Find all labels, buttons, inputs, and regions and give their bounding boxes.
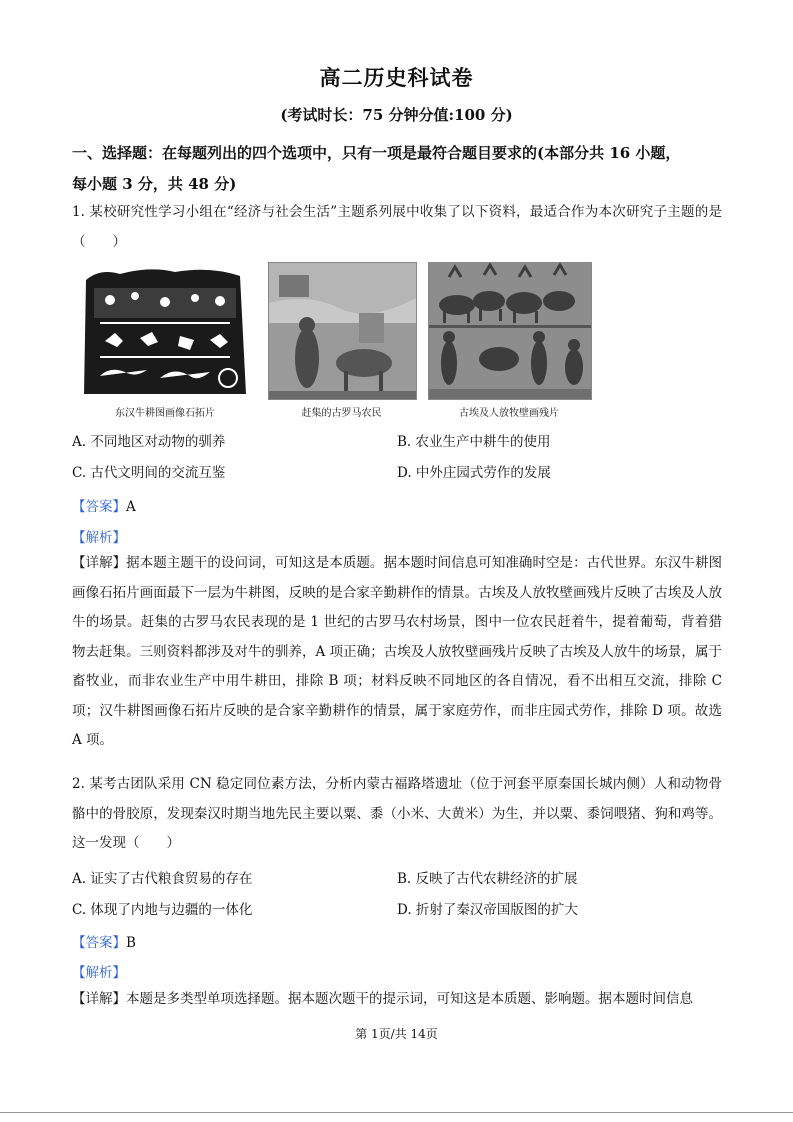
q2-answer-label: 【答案】 <box>72 935 126 951</box>
q1-option-d[interactable]: D. 中外庄园式劳作的发展 <box>397 465 551 481</box>
q1-detail <box>72 549 722 756</box>
q1-option-a[interactable]: A. 不同地区对动物的驯养 <box>72 434 226 450</box>
exam-info: (考试时长：75 分钟分值:100 分) <box>280 106 513 124</box>
q2-option-b[interactable]: B. 反映了古代农耕经济的扩展 <box>397 871 578 887</box>
page-title: 高二历史科试卷 <box>319 65 474 90</box>
q1-detail-label: 【详解】 <box>72 555 127 571</box>
q2-answer-value: B <box>126 935 136 951</box>
q1-option-b[interactable]: B. 农业生产中耕牛的使用 <box>397 434 551 450</box>
section-heading-line1: 一、选择题：在每题列出的四个选项中，只有一项是最符合题目要求的(本部分共 16 小题， <box>72 144 681 162</box>
relief-image <box>269 263 416 399</box>
q1-stem: 1. 某校研究性学习小组在“经济与社会生活”主题系列展中收集了以下资料，最适合作为本次研究子主题的是（ ） <box>72 204 722 250</box>
page-number: 第 1页/共 14页 <box>355 1027 438 1041</box>
q1-detail-text: 据本题主题干的设问词，可知这是本质题。据本题时间信息可知准确时空是：古代世界。东汉牛耕图画像石拓片画面最下一层为牛耕图，反映的是合家辛勤耕作的情景。古埃及人放牧壁画残片反映了古埃及人放牛的场景。赶集的古罗马农民表现的是 1 世纪的古罗马农村场景，图中一位农民赶着牛，提着葡萄，背着猎物去赶集。三则资料都涉及对牛的驯养，A 项正确；古埃及人放牧壁画残片反映了古埃及人放牛的场景，属于畜牧业，而非农业生产中用牛耕田，排除 B 项；材料反映不同地区的各自情况，看不出相互交流，排除 C 项；汉牛耕图画像石拓片反映的是合家辛勤耕作的情景，属于家庭劳作，而非庄园式劳作，排除 D 项。故选 A 项。 <box>72 555 723 748</box>
page-bottom-divider <box>0 1112 793 1113</box>
section-heading <box>72 138 727 200</box>
section-heading-line2: 每小题 3 分，共 48 分) <box>72 175 237 193</box>
q1-image-caption-2: 赶集的古罗马农民 <box>301 408 382 419</box>
q2-detail-label: 【详解】 <box>72 991 126 1007</box>
q2-option-c[interactable]: C. 体现了内地与边疆的一体化 <box>72 902 253 918</box>
q1-image-mural <box>428 262 592 400</box>
q1-answer-value: A <box>126 499 136 515</box>
q1-image-caption-3: 古埃及人放牧壁画残片 <box>459 408 559 419</box>
q1-option-c[interactable]: C. 古代文明间的交流互鉴 <box>72 465 226 481</box>
q1-image-rubbing <box>80 266 250 398</box>
q1-image-relief <box>268 262 417 400</box>
q2-detail-text: 本题是多类型单项选择题。据本题次题干的提示词，可知这是本质题、影响题。据本题时间信息 <box>126 991 693 1007</box>
rubbing-image <box>80 266 250 398</box>
q1-image-caption-1: 东汉牛耕图画像石拓片 <box>115 408 215 419</box>
q2-analysis-label: 【解析】 <box>72 965 126 981</box>
mural-image <box>429 263 591 399</box>
q2-option-a[interactable]: A. 证实了古代粮食贸易的存在 <box>72 871 253 887</box>
q1-analysis-label: 【解析】 <box>72 530 126 546</box>
q2-detail <box>72 985 722 1015</box>
q2-answer <box>72 931 136 951</box>
q1-answer <box>72 495 136 515</box>
q1-answer-label: 【答案】 <box>72 499 126 515</box>
q2-stem: 2. 某考古团队采用 CN 稳定同位素方法，分析内蒙古福路塔遗址（位于河套平原秦国长城内侧）人和动物骨骼中的骨胶原，发现秦汉时期当地先民主要以粟、黍（小米、大黄米）为生，并以粟、黍饲喂猪、狗和鸡等。这一发现（ ） <box>72 776 722 851</box>
q2-option-d[interactable]: D. 折射了秦汉帝国版图的扩大 <box>397 902 578 918</box>
